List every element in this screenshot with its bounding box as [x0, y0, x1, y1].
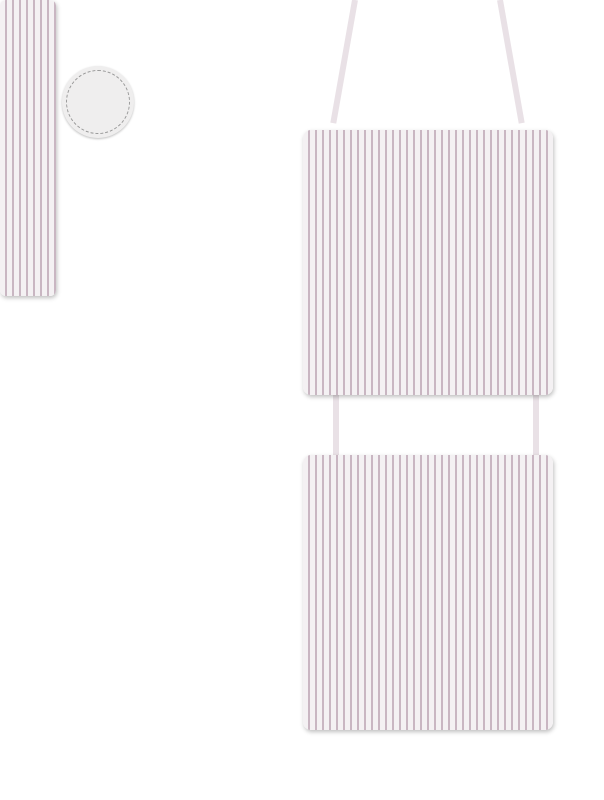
- side-view-flowers: [0, 0, 56, 296]
- badge-stitch-ring: [66, 70, 130, 134]
- top-bag-strap-right: [497, 0, 525, 124]
- top-bag-strap-left: [330, 0, 358, 124]
- bag-photo-top: [303, 130, 553, 395]
- page-footer: [26, 775, 30, 784]
- project-badge: [62, 66, 134, 138]
- bag-bottom-hexagons: [303, 455, 553, 730]
- bag-photo-bottom: [303, 455, 553, 730]
- bag-top-hexagons: [303, 130, 553, 395]
- side-view-photo: [0, 0, 56, 296]
